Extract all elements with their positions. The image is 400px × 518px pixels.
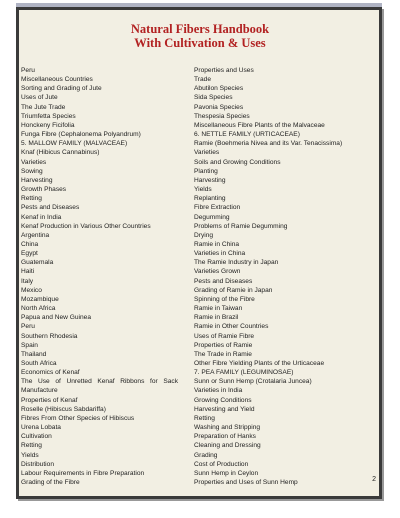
contents-entry: Uses of Ramie Fibre: [194, 332, 255, 340]
contents-entry: Haiti: [21, 268, 35, 276]
contents-entry: Sida Species: [194, 94, 233, 102]
contents-entry: Harvesting: [21, 176, 53, 184]
contents-entry: Retting: [21, 442, 42, 450]
contents-entry: 5. MALLOW FAMILY (MALVACEAE): [21, 140, 128, 148]
contents-entry: Trade: [194, 76, 211, 84]
contents-entry: Knaf (Hibicus Cannabinus): [21, 149, 100, 157]
contents-entry: 7. PEA FAMILY (LEGUMINOSAE): [194, 369, 294, 377]
contents-entry: Grading of Ramie in Japan: [194, 286, 273, 294]
contents-entry: Kenaf in India: [21, 213, 62, 221]
contents-entry: Retting: [194, 414, 215, 422]
contents-entry: Ramie in Taiwan: [194, 305, 243, 313]
contents-entry: Egypt: [21, 250, 38, 258]
contents-entry: Pests and Diseases: [194, 277, 253, 285]
contents-entry: Uses of Jute: [21, 94, 58, 102]
contents-entry: Roselle (Hibiscus Sabdariffa): [21, 405, 106, 413]
contents-entry: Distribution: [21, 460, 54, 468]
contents-entry: Spinning of the Fibre: [194, 295, 255, 303]
contents-entry: Other Fibre Yielding Plants of the Urticaceae: [194, 360, 325, 367]
contents-entry: Pests and Diseases: [21, 204, 80, 212]
contents-entry: Peru: [21, 323, 35, 331]
contents-entry: Ramie in Other Countries: [194, 323, 269, 331]
contents-entry: North Africa: [21, 305, 56, 313]
contents-entry: Economics of Kenaf: [21, 369, 80, 377]
contents-entry: Spain: [21, 341, 38, 349]
contents-entry: Abutilon Species: [194, 85, 244, 93]
contents-entry: Preparation of Hanks: [194, 433, 256, 441]
contents-entry: Honckeny Ficifolia: [21, 121, 75, 129]
contents-entry: Replanting: [194, 195, 226, 203]
contents-entry: Drying: [194, 231, 214, 239]
contents-entry: Guatemala: [21, 259, 54, 267]
page-title: [0, 22, 400, 50]
contents-entry: Cultivation: [21, 433, 52, 441]
contents-entry: Varieties Grown: [194, 268, 241, 276]
contents-entry: Yields: [194, 186, 212, 194]
contents-entry: Properties and Uses of Sunn Hemp: [194, 479, 298, 487]
contents-entry: The Ramie Industry in Japan: [194, 259, 279, 267]
contents-entry: Fibres From Other Species of Hibiscus: [21, 414, 135, 422]
contents-entry: Peru: [21, 67, 35, 74]
contents-entry: Mexico: [21, 286, 42, 294]
contents-entry: Properties of Ramie: [194, 341, 253, 349]
contents-entry: Triumfetta Species: [21, 112, 76, 120]
contents-entry: Kenaf Production in Various Other Countries: [21, 222, 151, 230]
contents-entry: Degumming: [194, 213, 230, 221]
contents-entry: Planting: [194, 167, 218, 175]
contents-entry: Harvesting: [194, 176, 226, 184]
contents-entry: Varieties: [21, 158, 47, 166]
contents-entry: Grading: [194, 451, 218, 459]
contents-entry: Mozambique: [21, 295, 59, 303]
contents-entry: Properties of Kenaf: [21, 396, 78, 404]
contents-entry: Washing and Stripping: [194, 424, 261, 432]
contents-entry: South Africa: [21, 360, 57, 367]
contents-entry: The Trade in Ramie: [194, 350, 252, 358]
contents-entry: Pavonia Species: [194, 103, 244, 111]
contents-entry: Fibre Extraction: [194, 204, 241, 212]
contents-entry: Thailand: [21, 350, 47, 358]
contents-entry: Southern Rhodesia: [21, 332, 78, 340]
contents-entry: Manufacture: [21, 387, 58, 395]
contents-entry: Miscellaneous Fibre Plants of the Malvaceae: [194, 121, 325, 129]
contents-entry: China: [21, 240, 39, 248]
contents-entry: Miscellaneous Countries: [21, 76, 93, 84]
contents-right-column: [194, 66, 354, 487]
title-line-1: Natural Fibers Handbook: [130, 22, 270, 36]
contents-entry: Retting: [21, 195, 42, 203]
contents-entry: Ramie in Brazil: [194, 314, 239, 322]
contents-entry: Problems of Ramie Degumming: [194, 222, 288, 230]
contents-entry: Papua and New Guinea: [21, 314, 92, 322]
contents-entry: Italy: [21, 277, 34, 285]
contents-entry: 6. NETTLE FAMILY (URTICACEAE): [194, 131, 300, 139]
title-line-2: With Cultivation & Uses: [134, 36, 266, 50]
contents-entry: Varieties in India: [194, 387, 243, 395]
contents-entry: Argentina: [21, 231, 50, 239]
contents-entry: Properties and Uses: [194, 67, 254, 74]
contents-entry: Soils and Growing Conditions: [194, 158, 281, 166]
contents-entry: Cost of Production: [194, 460, 249, 468]
contents-entry: Thespesia Species: [194, 112, 250, 120]
contents-entry: Varieties in China: [194, 250, 246, 258]
contents-entry: Ramie (Boehmeria Nivea and its Var. Tenacissima): [194, 140, 343, 148]
contents-left-column: [21, 66, 178, 487]
page-number: 2: [372, 476, 376, 483]
contents-entry: Varieties: [194, 149, 220, 157]
contents-entry: Sunn or Sunn Hemp (Crotalaria Juncea): [194, 378, 312, 386]
contents-entry: Urena Lobata: [21, 424, 61, 432]
contents-entry: Labour Requirements in Fibre Preparation: [21, 469, 145, 477]
contents-entry: Sowing: [21, 167, 43, 175]
contents-entry: Harvesting and Yield: [194, 405, 255, 413]
contents-entry: Ramie in China: [194, 240, 240, 248]
contents-entry: Growing Conditions: [194, 396, 252, 404]
contents-entry: The Use of Unretted Kenaf Ribbons for Sack: [21, 378, 178, 386]
contents-entry: Grading of the Fibre: [21, 479, 80, 487]
contents-entry: The Jute Trade: [21, 103, 66, 111]
contents-entry: Sunn Hemp in Ceylon: [194, 469, 259, 477]
contents-entry: Sorting and Grading of Jute: [21, 85, 102, 93]
contents-entry: Funga Fibre (Cephalonema Polyandrum): [21, 131, 141, 139]
contents-entry: Growth Phases: [21, 186, 67, 194]
contents-entry: Yields: [21, 451, 39, 459]
contents-entry: Cleaning and Dressing: [194, 442, 261, 450]
